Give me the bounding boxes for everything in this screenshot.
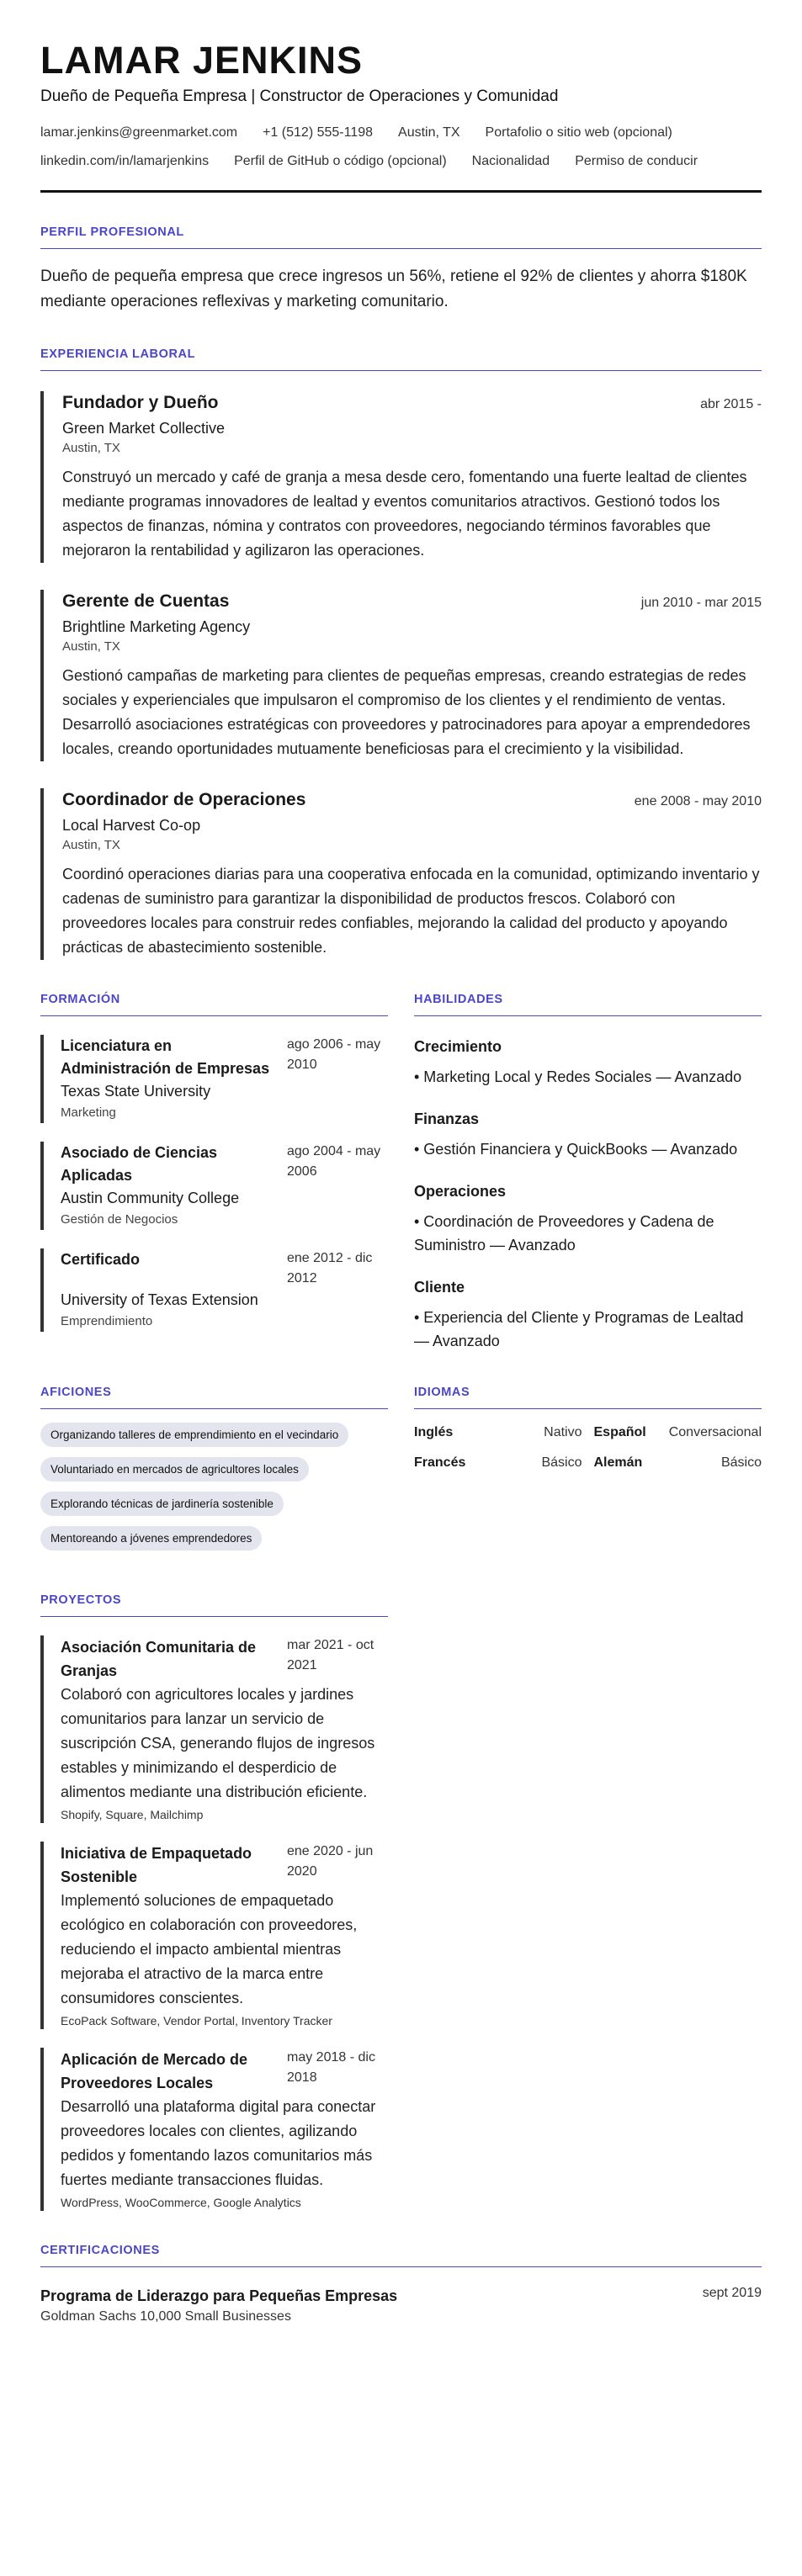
languages-section	[414, 1353, 762, 1561]
language-name: Alemán	[593, 1455, 643, 1470]
job-description: Gestionó campañas de marketing para clientes de pequeñas empresas, creando estrategias de redes sociales y experienciales que impulsaron el compromiso de los clientes y el rendimiento de ventas. Desarrolló asociaciones estratégicas con proveedores y patrocinadores para apoyar a emprendedores locales, creando oportunidades mutuamente beneficiosas para el crecimiento y la visibilidad.	[62, 667, 751, 757]
job-date: jun 2010 - mar 2015	[640, 596, 762, 610]
certification-name: Programa de Liderazgo para Pequeñas Empresas	[40, 2287, 398, 2304]
skill-item: • Coordinación de Proveedores y Cadena de Suministro — Avanzado	[414, 1213, 714, 1254]
skill-group	[414, 1277, 762, 1353]
projects-heading: PROYECTOS	[40, 1593, 388, 1617]
project-description: Colaboró con agricultores locales y jardines comunitarios para lanzar un servicio de suscripción CSA, generando flujos de ingresos estables y minimizando el desperdicio de alimentos mediante una distribución eficiente.	[61, 1686, 375, 1800]
certifications-heading: CERTIFICACIONES	[40, 2243, 762, 2267]
job-description: Construyó un mercado y café de granja a mesa desde cero, fomentando una fuerte lealtad de clientes mediante programas innovadores de lealtad y eventos comunitarios atractivos. Gestionó todos los aspectos de finanzas, nómina y contratos con proveedores, negociando términos favorables que mejoraron la rentabilidad y agilizaron las operaciones.	[62, 469, 747, 559]
education-section	[40, 960, 388, 1353]
hobby-chip: Mentoreando a jóvenes emprendedores	[40, 1526, 262, 1550]
education-school: Austin Community College	[61, 1190, 240, 1206]
contact-email[interactable]: lamar.jenkins@greenmarket.com	[40, 125, 238, 140]
job-company: Local Harvest Co-op	[62, 817, 201, 834]
certification-date: sept 2019	[702, 2286, 762, 2300]
hobby-chip: Explorando técnicas de jardinería sostenible	[40, 1492, 284, 1516]
project-description: Desarrolló una plataforma digital para conectar proveedores locales con clientes, agilizando pedidos y fomentando lazos comunitarios más fuertes mediante transacciones fluidas.	[61, 2098, 376, 2188]
education-school: University of Texas Extension	[61, 1291, 258, 1308]
project-name: Asociación Comunitaria de Granjas	[61, 1639, 257, 1679]
education-entry	[40, 1248, 388, 1332]
job-title: Coordinador de Operaciones	[62, 790, 306, 809]
education-field: Marketing	[61, 1105, 116, 1120]
contact-location: Austin, TX	[398, 125, 460, 140]
job-company: Brightline Marketing Agency	[62, 618, 251, 635]
education-date: ago 2004 - may 2006	[287, 1144, 381, 1179]
education-entry	[40, 1142, 388, 1230]
language-level: Nativo	[544, 1425, 582, 1439]
education-degree: Certificado	[61, 1251, 141, 1268]
project-entry	[40, 1842, 388, 2029]
skill-group-title: Crecimiento	[414, 1038, 502, 1055]
project-entry	[40, 2048, 388, 2211]
education-date: ago 2006 - may 2010	[287, 1037, 381, 1072]
projects-row	[40, 1561, 762, 2211]
language-name: Inglés	[414, 1425, 454, 1439]
education-entry	[40, 1035, 388, 1123]
summary-text: Dueño de pequeña empresa que crece ingresos un 56%, retiene el 92% de clientes y ahorra $180K mediante operaciones reflexivas y marketing comunitario.	[40, 268, 747, 310]
experience-section	[40, 347, 762, 960]
certification-org: Goldman Sachs 10,000 Small Businesses	[40, 2309, 291, 2324]
certifications-section	[40, 2243, 762, 2326]
contact-github[interactable]: Perfil de GitHub o código (opcional)	[234, 154, 447, 168]
certification-entry	[40, 2286, 762, 2326]
job-description: Coordinó operaciones diarias para una cooperativa enfocada en la comunidad, optimizando inventario y cadenas de suministro para garantizar la disponibilidad de productos frescos. Colaboró con proveedores locales para construir redes confiables, mejorando la calidad del producto y apoyando prácticas de abastecimiento sostenible.	[62, 866, 760, 956]
job-date: abr 2015 -	[700, 397, 762, 411]
project-entry	[40, 1635, 388, 1823]
education-heading: FORMACIÓN	[40, 992, 388, 1016]
language-level: Básico	[541, 1455, 582, 1470]
project-date: ene 2020 - jun 2020	[287, 1844, 374, 1879]
hobby-list	[40, 1423, 388, 1561]
languages-heading: IDIOMAS	[414, 1385, 762, 1409]
project-tech: EcoPack Software, Vendor Portal, Inventory Tracker	[61, 2014, 332, 2027]
hobby-chip: Organizando talleres de emprendimiento en el vecindario	[40, 1423, 348, 1447]
education-field: Gestión de Negocios	[61, 1212, 178, 1227]
education-degree: Asociado de Ciencias Aplicadas	[61, 1144, 218, 1184]
projects-section	[40, 1561, 388, 2211]
language-item	[594, 1455, 762, 1471]
education-field: Emprendimiento	[61, 1314, 153, 1328]
contact-portfolio[interactable]: Portafolio o sitio web (opcional)	[485, 125, 672, 140]
summary-section	[40, 225, 762, 315]
language-list	[414, 1424, 762, 1471]
skill-group	[414, 1181, 762, 1257]
job-title: Gerente de Cuentas	[62, 591, 230, 611]
hobbies-section	[40, 1353, 388, 1561]
contact-nationality: Nacionalidad	[471, 154, 550, 168]
contact-driving-license: Permiso de conducir	[575, 154, 698, 168]
skill-group-title: Cliente	[414, 1279, 465, 1296]
project-name: Aplicación de Mercado de Proveedores Locales	[61, 2051, 248, 2091]
project-description: Implementó soluciones de empaquetado ecológico en colaboración con proveedores, reduciendo el impacto ambiental mientras mejoraba el atractivo de la marca entre consumidores conscientes.	[61, 1892, 358, 2006]
project-tech: WordPress, WooCommerce, Google Analytics	[61, 2196, 301, 2209]
hobbies-heading: AFICIONES	[40, 1385, 388, 1409]
skills-section	[414, 960, 762, 1353]
skill-group-title: Operaciones	[414, 1183, 507, 1200]
header-divider	[40, 190, 762, 193]
job-title: Fundador y Dueño	[62, 393, 219, 412]
hobby-chip: Voluntariado en mercados de agricultores locales	[40, 1457, 309, 1481]
job-location: Austin, TX	[62, 838, 120, 852]
education-skills-row	[40, 960, 762, 1353]
job-entry	[40, 788, 762, 960]
language-item	[414, 1455, 582, 1471]
language-item	[414, 1424, 582, 1441]
candidate-name: LAMAR JENKINS	[40, 39, 364, 82]
skill-group	[414, 1036, 762, 1089]
project-date: mar 2021 - oct 2021	[287, 1638, 374, 1672]
language-level: Conversacional	[668, 1425, 762, 1439]
job-location: Austin, TX	[62, 639, 120, 654]
language-name: Español	[593, 1425, 646, 1439]
language-level: Básico	[720, 1455, 762, 1470]
skill-group	[414, 1109, 762, 1161]
skill-item: • Gestión Financiera y QuickBooks — Avanzado	[414, 1141, 738, 1158]
skill-group-title: Finanzas	[414, 1110, 480, 1127]
contact-linkedin[interactable]: linkedin.com/in/lamarjenkins	[40, 154, 210, 168]
skills-heading: HABILIDADES	[414, 992, 762, 1016]
project-tech: Shopify, Square, Mailchimp	[61, 1808, 204, 1821]
project-date: may 2018 - dic 2018	[287, 2050, 375, 2085]
projects-empty-column	[414, 1561, 762, 2211]
language-name: Francés	[414, 1455, 466, 1470]
job-location: Austin, TX	[62, 441, 120, 455]
skill-item: • Experiencia del Cliente y Programas de Lealtad — Avanzado	[414, 1309, 744, 1349]
job-entry	[40, 590, 762, 761]
contact-list	[40, 125, 762, 170]
education-degree: Licenciatura en Administración de Empresas	[61, 1037, 270, 1077]
candidate-tagline: Dueño de Pequeña Empresa | Constructor de Operaciones y Comunidad	[40, 87, 559, 105]
project-name: Iniciativa de Empaquetado Sostenible	[61, 1845, 252, 1885]
education-date: ene 2012 - dic 2012	[287, 1251, 373, 1285]
language-item	[594, 1424, 762, 1441]
job-date: ene 2008 - may 2010	[634, 794, 762, 808]
summary-heading: PERFIL PROFESIONAL	[40, 225, 762, 249]
skill-item: • Marketing Local y Redes Sociales — Avanzado	[414, 1068, 742, 1085]
hobbies-languages-row	[40, 1353, 762, 1561]
education-school: Texas State University	[61, 1083, 211, 1100]
experience-heading: EXPERIENCIA LABORAL	[40, 347, 762, 371]
job-company: Green Market Collective	[62, 420, 226, 437]
contact-phone[interactable]: +1 (512) 555-1198	[263, 125, 374, 140]
job-entry	[40, 391, 762, 563]
resume-header	[40, 39, 762, 193]
